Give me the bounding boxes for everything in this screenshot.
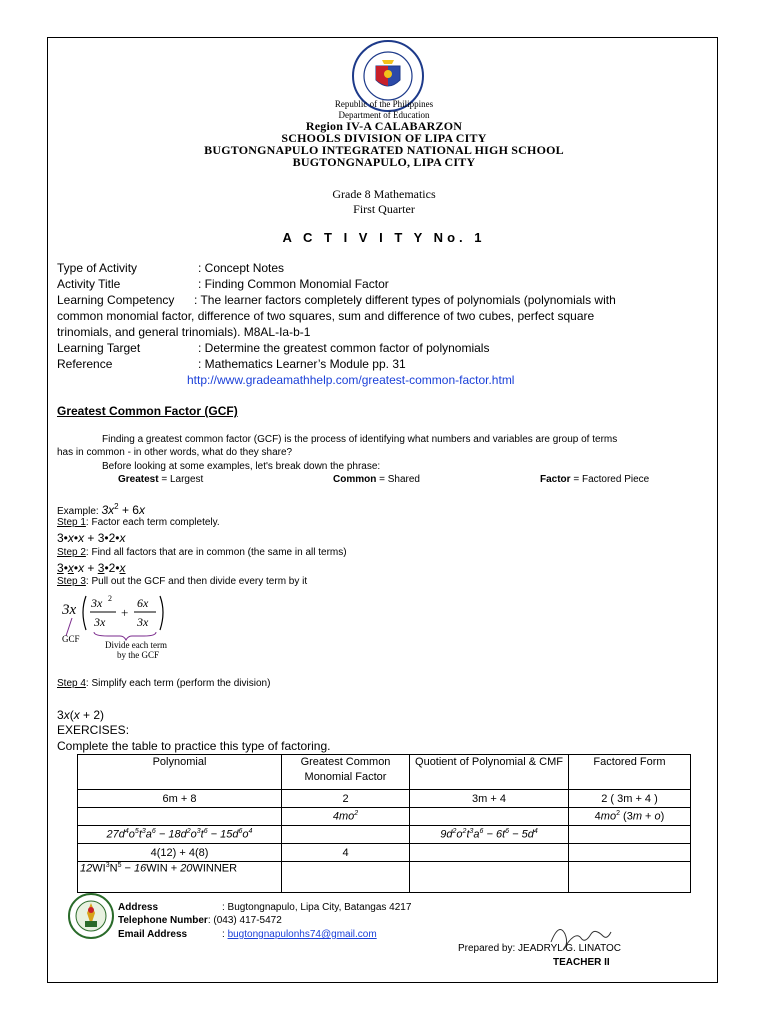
target-label: Learning Target xyxy=(57,341,141,355)
step3: Step 3: Pull out the GCF and then divide every term by it xyxy=(57,576,308,587)
competency-line1: : The learner factors completely different types of polynomials (polynomials with xyxy=(194,293,616,307)
step2-expression: 3•x•x + 3•2•x xyxy=(57,561,126,575)
table-row xyxy=(78,826,691,844)
table-cell: 2 ( 3m + 4 ) xyxy=(569,790,691,808)
header-quotient: Quotient of Polynomial & CMF xyxy=(410,755,569,790)
gcf-label: GCF xyxy=(62,634,80,644)
svg-text:2: 2 xyxy=(108,594,112,603)
table-cell: 4(12) + 4(8) xyxy=(78,844,282,862)
header-address: BUGTONGNAPULO, LIPA CITY xyxy=(292,155,476,169)
table-row xyxy=(78,862,691,893)
reference-label: Reference xyxy=(57,357,113,371)
example-line: Example: $3x^2 + 6x$ xyxy=(57,502,145,517)
table-cell[interactable] xyxy=(78,808,282,826)
svg-text:3x: 3x xyxy=(94,615,106,629)
reference-value: : Mathematics Learner’s Module pp. 31 xyxy=(198,357,406,371)
email-link[interactable]: bugtongnapulonhs74@gmail.com xyxy=(227,929,377,940)
gcf-para1: Finding a greatest common factor (GCF) is the process of identifying what numbers and variables are group of terms xyxy=(102,434,618,445)
svg-text:+: + xyxy=(121,605,129,620)
svg-text:3x: 3x xyxy=(62,602,77,618)
table-header-row xyxy=(78,755,691,790)
header-region: Region IV-A CALABARZON xyxy=(305,119,463,133)
title-label: Activity Title xyxy=(57,277,121,291)
quarter: First Quarter xyxy=(353,202,415,216)
step1: Step 1: Factor each term completely. xyxy=(57,517,220,528)
gcf-para2: has in common - in other words, what do they share? xyxy=(57,447,293,458)
header-division: SCHOOLS DIVISION OF LIPA CITY xyxy=(281,131,487,145)
step2: Step 2: Find all factors that are in common (the same in all terms) xyxy=(57,547,347,558)
competency-label: Learning Competency xyxy=(57,293,175,307)
prepared-by: Prepared by: JEADRYL G. LINATOC xyxy=(458,943,622,954)
phrase-greatest: Greatest = Largest xyxy=(118,474,204,485)
type-label: Type of Activity xyxy=(57,261,138,275)
header-school: BUGTONGNAPULO INTEGRATED NATIONAL HIGH SCHOOL xyxy=(204,143,564,157)
table-cell: 6m + 8 xyxy=(78,790,282,808)
table-row xyxy=(78,844,691,862)
competency-line3: trinomials, and general trinomials). M8AL-Ia-b-1 xyxy=(57,325,311,339)
final-answer: 3x(x + 2) xyxy=(57,708,105,722)
svg-text:3x: 3x xyxy=(137,615,149,629)
table-cell: 2 xyxy=(282,790,410,808)
type-value: : Concept Notes xyxy=(198,261,285,275)
grade-level: Grade 8 Mathematics xyxy=(332,187,436,201)
table-cell: $27d^4o^5t^3a^6 - 18d^2o^3t^6 - 15d^6o^4$ xyxy=(78,826,282,844)
table-cell: $9d^2o^2t^3a^6 - 6t^6 - 5d^4$ xyxy=(410,826,569,844)
competency-line2: common monomial factor, difference of two squares, sum and difference of two cubes, perfect square xyxy=(57,309,595,323)
table-row xyxy=(78,808,691,826)
activity-meta xyxy=(57,261,717,391)
table-cell[interactable] xyxy=(410,808,569,826)
gcf-title: Greatest Common Factor (GCF) xyxy=(57,404,238,418)
table-cell: 4 xyxy=(282,844,410,862)
step4: Step 4: Simplify each term (perform the division) xyxy=(57,678,271,689)
table-cell[interactable] xyxy=(569,844,691,862)
footer-address: Address xyxy=(118,902,159,913)
svg-text:3x: 3x xyxy=(91,596,103,610)
reference-link[interactable]: http://www.gradeamathhelp.com/greatest-common-factor.html xyxy=(187,373,515,387)
teacher-position: TEACHER II xyxy=(553,957,610,968)
table-cell[interactable] xyxy=(569,862,691,893)
activity-title: A C T I V I T Y No. 1 xyxy=(282,230,486,245)
title-value: : Finding Common Monomial Factor xyxy=(198,277,389,291)
divide-caption-line2: by the GCF xyxy=(117,650,160,660)
exercises-instruction: Complete the table to practice this type of factoring. xyxy=(57,739,331,753)
header-polynomial: Polynomial xyxy=(78,755,282,790)
exercises-heading: EXERCISES: xyxy=(57,723,130,737)
phrase-common: Common = Shared xyxy=(333,474,420,485)
header-factored-form: Factored Form xyxy=(569,755,691,790)
header-gcmf: Greatest Common Monomial Factor xyxy=(282,755,410,790)
table-row xyxy=(78,790,691,808)
table-cell[interactable] xyxy=(282,826,410,844)
gcf-para3: Before looking at some examples, let's break down the phrase: xyxy=(102,461,381,472)
table-cell[interactable] xyxy=(410,844,569,862)
svg-text:6x: 6x xyxy=(137,596,149,610)
table-cell: $4mo^2$ (3m + o) xyxy=(569,808,691,826)
table-cell: $12WI^3N^5 - 16WIN$ + 20WINNER xyxy=(78,862,282,893)
table-cell[interactable] xyxy=(282,862,410,893)
footer-email: : bugtongnapulonhs74@gmail.com xyxy=(222,929,377,940)
footer-email-label: Email Address xyxy=(118,929,188,940)
target-value: : Determine the greatest common factor of polynomials xyxy=(198,341,490,355)
school-logo-icon xyxy=(68,893,114,939)
table-cell: 3m + 4 xyxy=(410,790,569,808)
header-republic: Republic of the Philippines xyxy=(334,99,434,109)
table-cell: $4mo^2$ xyxy=(282,808,410,826)
step1-expression: 3•x•x + 3•2•x xyxy=(57,531,126,545)
divide-caption-line1: Divide each term xyxy=(105,640,167,650)
footer-phone: Telephone Number: (043) 417-5472 xyxy=(118,915,282,926)
phrase-factor: Factor = Factored Piece xyxy=(540,474,650,485)
table-cell[interactable] xyxy=(410,862,569,893)
header-department: Department of Education xyxy=(338,110,430,120)
table-cell[interactable] xyxy=(569,826,691,844)
footer-address-value: : Bugtongnapulo, Lipa City, Batangas 4217 xyxy=(222,902,412,913)
exercise-table xyxy=(77,754,691,893)
